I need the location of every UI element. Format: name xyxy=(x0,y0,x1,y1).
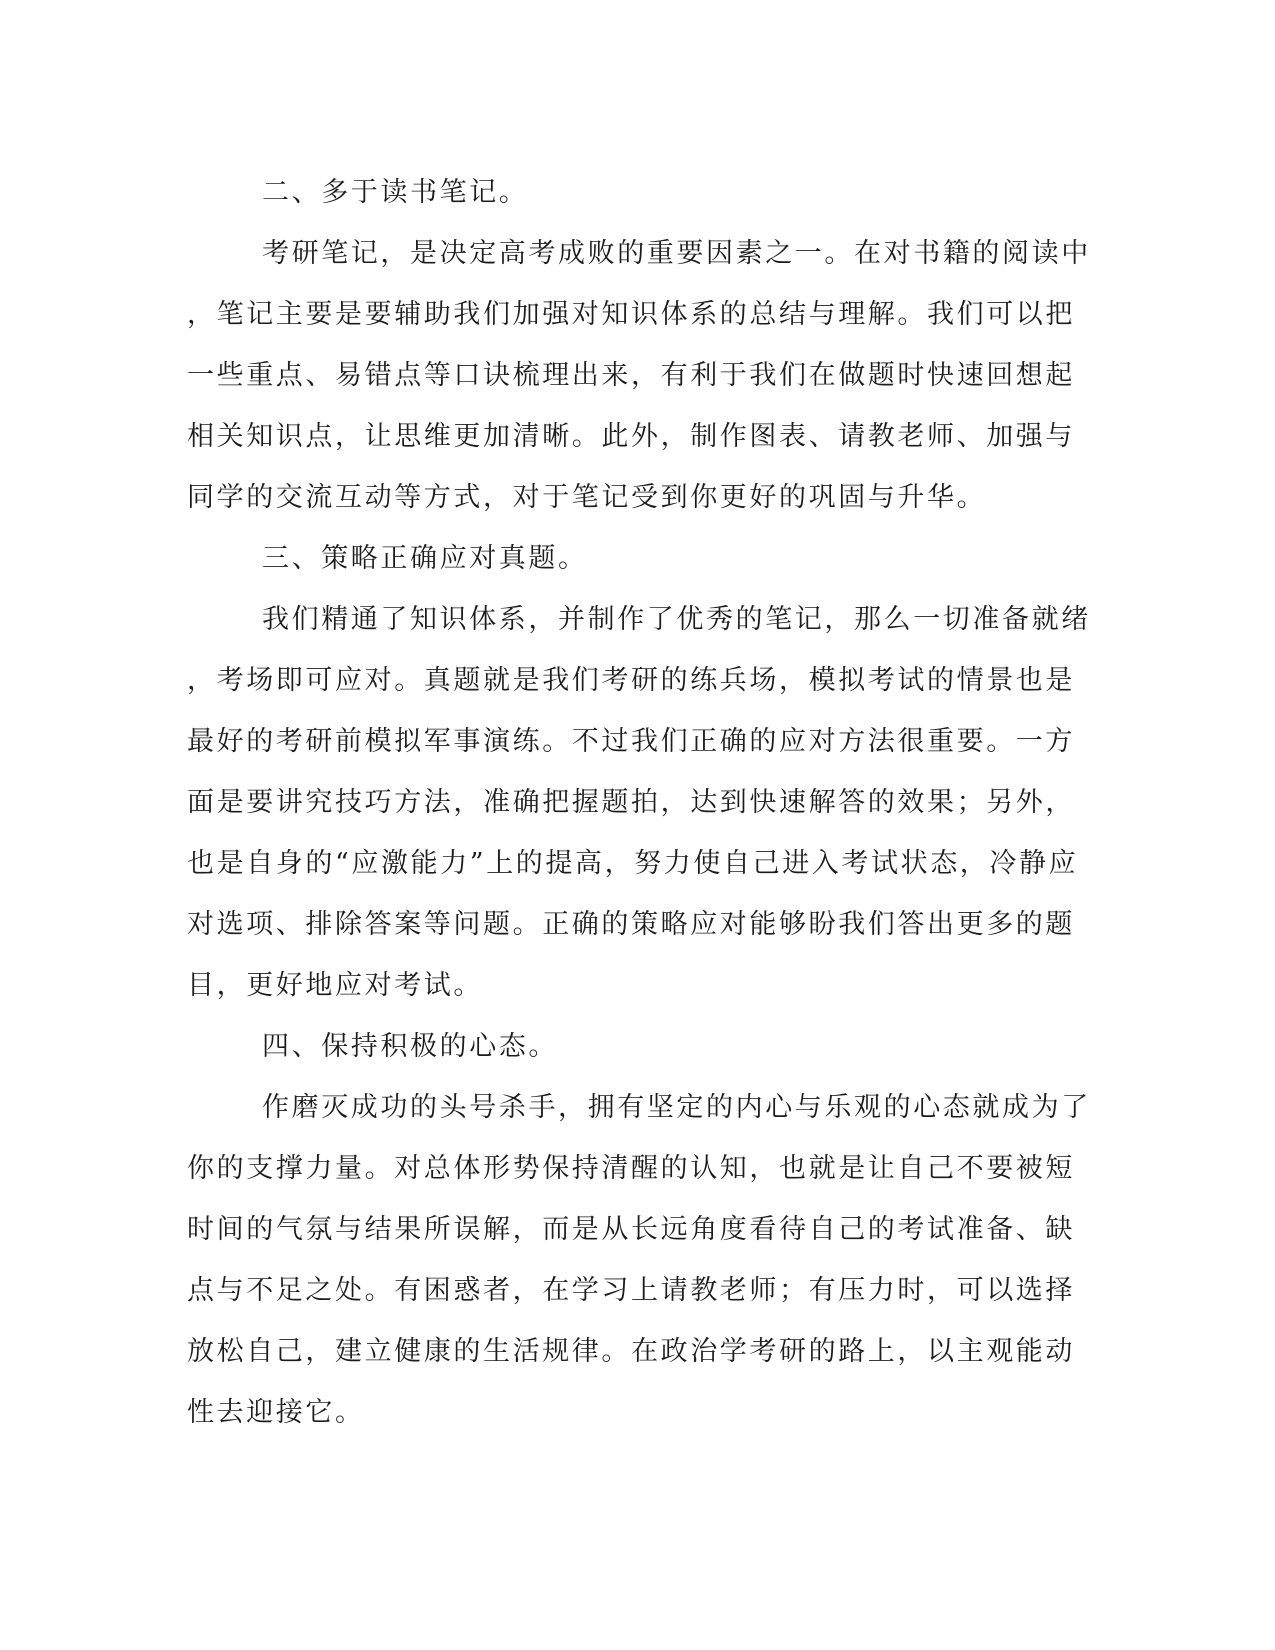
document-body xyxy=(187,162,1091,1443)
paragraph-first-line: 作磨灭成功的头号杀手，拥有坚定的内心与乐观的心态就成为了 xyxy=(262,1092,1091,1123)
paragraph-line: 你的支撑力量。对总体形势保持清醒的认知，也就是让自己不要被短 xyxy=(187,1153,1075,1184)
paragraph-first-line: 三、策略正确应对真题。 xyxy=(262,543,588,574)
paragraph-line: 性去迎接它。 xyxy=(187,1397,365,1428)
paragraph-line: 同学的交流互动等方式，对于笔记受到你更好的巩固与升华。 xyxy=(187,482,987,513)
paragraph-line: 一些重点、易错点等口诀梳理出来，有利于我们在做题时快速回想起 xyxy=(187,360,1075,391)
paragraph-first-line: 四、保持积极的心态。 xyxy=(262,1031,558,1062)
paragraph-line: 也是自身的“应激能力”上的提高，努力使自己进入考试状态，冷静应 xyxy=(187,848,1079,879)
paragraph-line: 最好的考研前模拟军事演练。不过我们正确的应对方法很重要。一方 xyxy=(187,726,1075,757)
paragraph-line: 放松自己，建立健康的生活规律。在政治学考研的路上，以主观能动 xyxy=(187,1336,1075,1367)
paragraph-line: 相关知识点，让思维更加清晰。此外，制作图表、请教老师、加强与 xyxy=(187,421,1075,452)
paragraph-line: 目，更好地应对考试。 xyxy=(187,970,483,1001)
paragraph-line: ，考场即可应对。真题就是我们考研的练兵场，模拟考试的情景也是 xyxy=(187,665,1075,696)
paragraph-first-line: 我们精通了知识体系，并制作了优秀的笔记，那么一切准备就绪 xyxy=(262,604,1091,635)
paragraph-first-line: 考研笔记，是决定高考成败的重要因素之一。在对书籍的阅读中 xyxy=(262,238,1091,269)
paragraph-line: 点与不足之处。有困惑者，在学习上请教老师；有压力时，可以选择 xyxy=(187,1275,1075,1306)
paragraph-line: 面是要讲究技巧方法，准确把握题拍，达到快速解答的效果；另外， xyxy=(187,787,1075,818)
paragraph-line: 对选项、排除答案等问题。正确的策略应对能够盼我们答出更多的题 xyxy=(187,909,1075,940)
paragraph-line: ，笔记主要是要辅助我们加强对知识体系的总结与理解。我们可以把 xyxy=(187,299,1075,330)
paragraph-first-line: 二、多于读书笔记。 xyxy=(262,177,529,208)
paragraph-line: 时间的气氛与结果所误解，而是从长远角度看待自己的考试准备、缺 xyxy=(187,1214,1075,1245)
